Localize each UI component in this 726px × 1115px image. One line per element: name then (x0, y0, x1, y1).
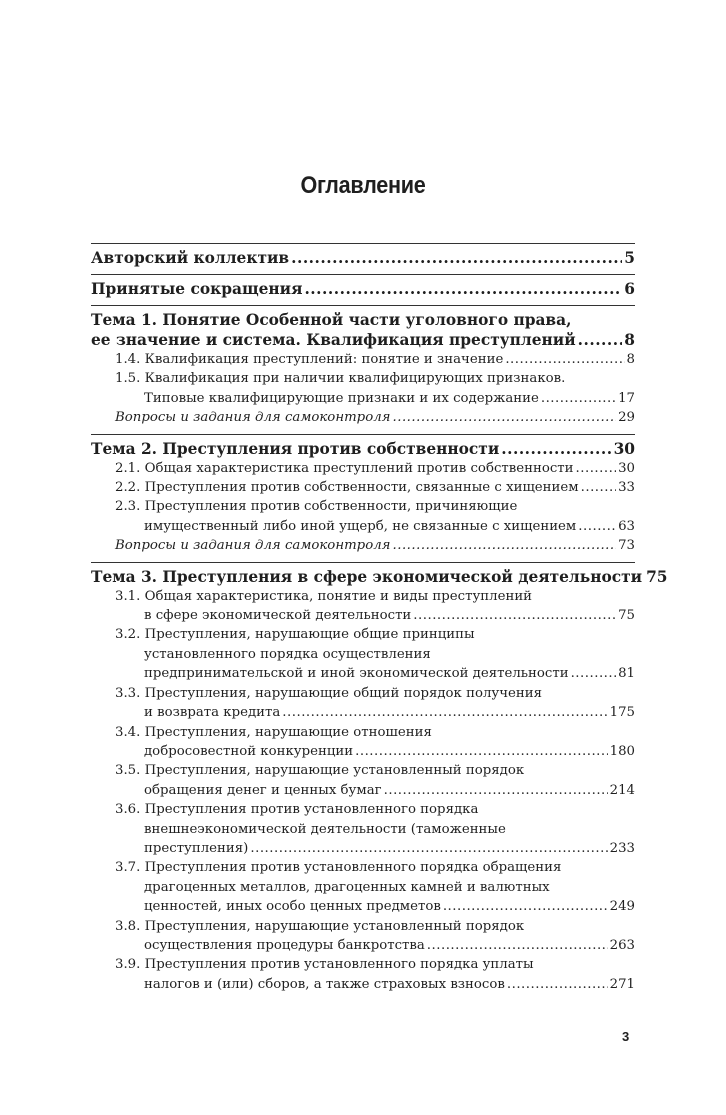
toc-entry-title: 3.1. Общая характеристика, понятие и виды преступлений (115, 588, 533, 604)
dot-leader (505, 350, 624, 369)
toc-entry (91, 350, 635, 369)
dot-leader (413, 606, 616, 625)
toc-entry-page: 30 (618, 460, 635, 476)
toc-entry (91, 408, 635, 427)
toc-entry-line (91, 878, 635, 897)
toc-entry-page: 81 (618, 666, 635, 682)
toc-entry-page: 249 (609, 899, 635, 915)
divider-line (91, 243, 635, 244)
toc-entry-title: предпринимательской и иной экономической деятельности (144, 666, 569, 682)
toc-entry-title: драгоценных металлов, драгоценных камней и валютных (144, 879, 550, 895)
toc-entry-title: налогов и (или) сборов, а также страховых взносов (144, 976, 505, 992)
toc-entry (91, 439, 635, 459)
dot-leader (576, 459, 617, 478)
divider-line (91, 274, 635, 275)
toc-entry-title: Принятые сокращения (91, 280, 303, 298)
dot-leader (355, 742, 607, 761)
toc-entry-title: добросовестной конкуренции (144, 743, 354, 759)
toc-entry (91, 606, 635, 625)
toc-entry (91, 781, 635, 800)
toc-entry-title: ее значение и система. Квалификация преступлений (91, 331, 576, 349)
dot-leader (571, 664, 617, 683)
section-divider (91, 428, 635, 439)
toc-entry (91, 975, 635, 994)
divider-line (91, 562, 635, 563)
toc-entry-title: 2.1. Общая характеристика преступлений против собственности (115, 460, 574, 476)
toc-entry-page: 180 (609, 743, 635, 759)
toc-entry-title: 3.2. Преступления, нарушающие общие принципы (115, 627, 475, 643)
toc-entry (91, 742, 635, 761)
dot-leader (392, 408, 616, 427)
dot-leader (581, 478, 616, 497)
section-divider (91, 556, 635, 567)
toc-entry (91, 536, 635, 555)
toc-entry-page: 73 (618, 538, 635, 554)
dot-leader (507, 975, 608, 994)
toc-entry (91, 330, 635, 350)
section-divider (91, 299, 635, 310)
toc-entry (91, 279, 635, 299)
toc-entry-page: 75 (646, 567, 668, 586)
dot-leader (427, 936, 608, 955)
dot-leader (443, 897, 608, 916)
toc-entry-line (91, 497, 635, 516)
toc-entry-title: преступления) (144, 840, 249, 856)
dot-leader (291, 248, 622, 268)
dot-leader (578, 330, 623, 350)
toc-entry-title: 1.5. Квалификация при наличии квалифицирующих признаков. (115, 371, 566, 387)
toc-entry-page: 175 (609, 705, 635, 721)
toc-entry-page: 8 (624, 331, 635, 349)
toc-entry-title: 3.5. Преступления, нарушающие установленный порядок (115, 763, 525, 779)
divider-line (91, 305, 635, 306)
toc-entry-line (91, 820, 635, 839)
toc-entry-line (91, 587, 635, 606)
toc-entry-title: 3.3. Преступления, нарушающие общий порядок получения (115, 685, 542, 701)
dot-leader (282, 703, 607, 722)
toc-entry-page: 75 (618, 608, 635, 624)
dot-leader (250, 839, 607, 858)
toc-entry-page: 8 (626, 352, 635, 367)
toc-entry (91, 936, 635, 955)
toc-entry (91, 459, 635, 478)
toc-entry-title: Тема 2. Преступления против собственности (91, 439, 500, 458)
page-number: 3 (622, 1029, 630, 1044)
toc-entry-line (91, 800, 635, 819)
toc-entry-title: установленного порядка осуществления (144, 646, 431, 662)
toc-entry-line (91, 723, 635, 742)
toc-entry-page: 271 (609, 976, 635, 992)
toc-entry-title: 3.7. Преступления против установленного порядка обращения (115, 860, 562, 876)
toc-entry (91, 703, 635, 722)
toc-entry-title: Тема 3. Преступления в сфере экономической деятельности (91, 567, 643, 586)
dot-leader (392, 536, 616, 555)
toc-entry-title: Вопросы и задания для самоконтроля (115, 538, 391, 554)
dot-leader (304, 279, 622, 299)
toc-entry-page: 29 (618, 410, 635, 426)
toc-entry (91, 664, 635, 683)
toc-entry-title: Авторский коллектив (91, 249, 290, 267)
toc-entry-line (91, 625, 635, 644)
toc-entry (91, 248, 635, 268)
toc-entry-line (91, 684, 635, 703)
toc-entry (91, 389, 635, 408)
page-title: Оглавление (300, 172, 426, 199)
dot-leader (541, 389, 616, 408)
toc-entry-title: 3.4. Преступления, нарушающие отношения (115, 724, 432, 740)
toc-entry-title: 1.4. Квалификация преступлений: понятие и значение (115, 352, 504, 367)
toc-entry-page: 6 (624, 280, 635, 298)
toc-entry-line (91, 955, 635, 974)
table-of-contents (91, 243, 668, 994)
toc-entry-title: 3.6. Преступления против установленного порядка (115, 802, 479, 818)
toc-entry-title: 2.3. Преступления против собственности, причиняющие (115, 499, 518, 515)
toc-entry-title: ценностей, иных особо ценных предметов (144, 899, 441, 915)
divider-line (91, 434, 635, 435)
toc-entry-line (91, 310, 635, 330)
toc-entry-page: 233 (609, 840, 635, 856)
toc-entry-page: 33 (618, 480, 635, 496)
section-divider (91, 268, 635, 279)
toc-entry-title: имущественный либо иной ущерб, не связанные с хищением (144, 518, 577, 534)
toc-entry-page: 214 (609, 782, 635, 798)
toc-entry-title: 2.2. Преступления против собственности, связанные с хищением (115, 480, 579, 496)
dot-leader (578, 517, 616, 536)
toc-entry-page: 30 (613, 439, 635, 458)
toc-entry-title: и возврата кредита (144, 705, 281, 721)
dot-leader (384, 781, 608, 800)
toc-entry-line (91, 761, 635, 780)
toc-entry-page: 63 (618, 518, 635, 534)
toc-entry-title: 3.8. Преступления, нарушающие установленный порядок (115, 918, 525, 934)
dot-leader (501, 439, 611, 459)
toc-entry-title: осуществления процедуры банкротства (144, 937, 425, 953)
toc-entry-page: 17 (618, 390, 635, 406)
toc-entry (91, 567, 668, 587)
toc-entry-title: Вопросы и задания для самоконтроля (115, 410, 391, 426)
toc-entry-title: обращения денег и ценных бумаг (144, 782, 382, 798)
toc-entry-title: Тема 1. Понятие Особенной части уголовного права, (91, 311, 572, 329)
toc-entry (91, 517, 635, 536)
toc-entry (91, 839, 635, 858)
toc-entry-title: Типовые квалифицирующие признаки и их содержание (144, 390, 539, 406)
toc-entry-title: в сфере экономической деятельности (144, 608, 412, 624)
toc-entry-line (91, 917, 635, 936)
toc-entry-page: 263 (609, 937, 635, 953)
toc-entry-title: 3.9. Преступления против установленного порядка уплаты (115, 957, 534, 973)
toc-entry-line (91, 369, 635, 388)
toc-entry-title: внешнеэкономической деятельности (таможенные (144, 821, 506, 837)
toc-entry-line (91, 858, 635, 877)
toc-entry-line (91, 645, 635, 664)
toc-entry (91, 478, 635, 497)
toc-entry (91, 897, 635, 916)
toc-entry-page: 5 (624, 249, 635, 267)
